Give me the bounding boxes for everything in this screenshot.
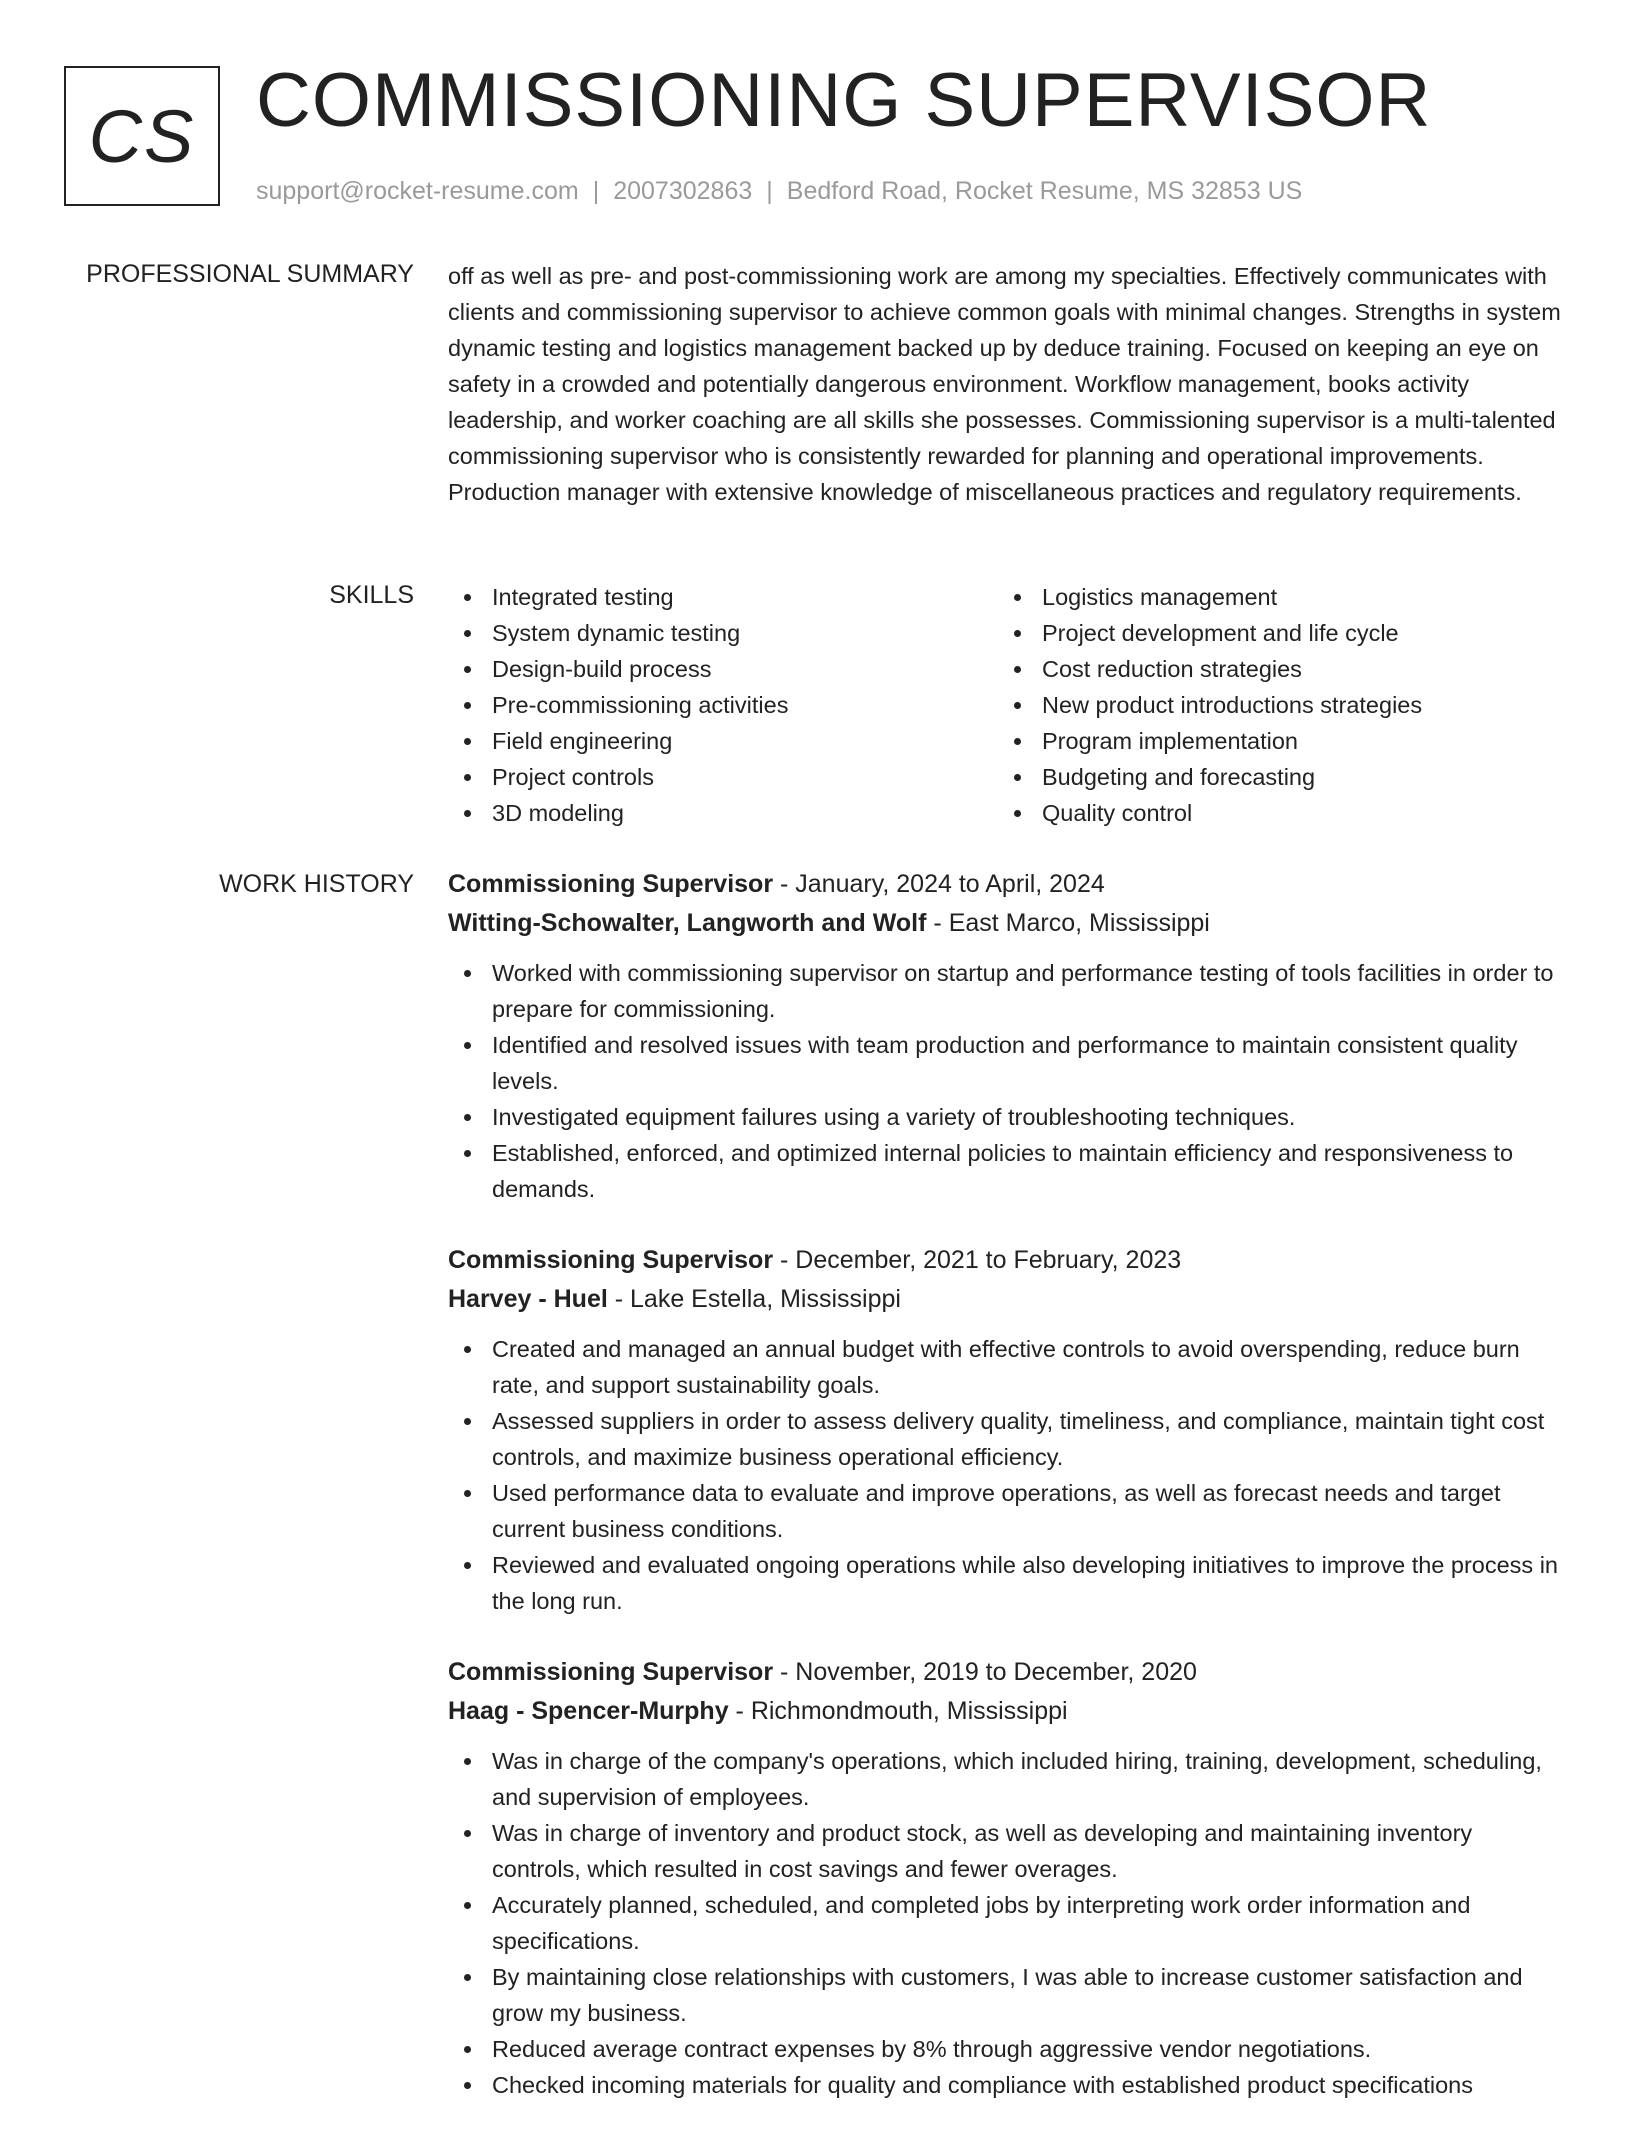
skill-item: Design-build process	[448, 651, 998, 687]
skill-item: Cost reduction strategies	[998, 651, 1548, 687]
summary-text: off as well as pre- and post-commissioning work are among my specialties. Effectively communicates with clients and commissioning supervisor to achieve common goals with minimal changes. Strengths in system dynamic testing and logistics management backed up by deduce training. Focused on keeping an eye on safety in a crowded and potentially dangerous environment. Workflow management, books activity leadership, and worker coaching are all skills she possesses. Commissioning supervisor is a multi-talented commissioning supervisor who is consistently rewarded for planning and operational improvements. Production manager with extensive knowledge of miscellaneous practices and regulatory requirements.	[448, 263, 1561, 505]
job-dates: January, 2024 to April, 2024	[795, 870, 1105, 898]
skill-item: New product introductions strategies	[998, 687, 1548, 723]
job-bullet-item: Worked with commissioning supervisor on startup and performance testing of tools facilities in order to prepare for commissioning.	[448, 955, 1562, 1027]
dash-separator: -	[773, 1658, 796, 1686]
job-entry	[448, 1653, 1562, 2103]
monogram-initials: CS	[88, 94, 196, 178]
job-bullet-item: Established, enforced, and optimized internal policies to maintain efficiency and responsiveness to demands.	[448, 1135, 1562, 1207]
job-bullet-item: Reviewed and evaluated ongoing operations while also developing initiatives to improve the process in the long run.	[448, 1547, 1562, 1619]
job-title: Commissioning Supervisor	[448, 1246, 774, 1274]
dash-separator: -	[728, 1697, 751, 1725]
summary-section	[448, 258, 1562, 510]
dash-separator: -	[926, 909, 949, 937]
job-title-line	[448, 1653, 1562, 1692]
job-dates: November, 2019 to December, 2020	[795, 1658, 1197, 1686]
skill-item: System dynamic testing	[448, 615, 998, 651]
work-history-section	[448, 865, 1562, 2137]
job-bullet-item: Investigated equipment failures using a variety of troubleshooting techniques.	[448, 1099, 1562, 1135]
job-bullets	[448, 955, 1562, 1207]
job-bullet-item: Was in charge of the company's operations, which included hiring, training, development, scheduling, and supervision of employees.	[448, 1743, 1562, 1815]
skill-item: Field engineering	[448, 723, 998, 759]
skills-list-right	[998, 579, 1548, 831]
job-bullets	[448, 1331, 1562, 1619]
job-bullet-item: Reduced average contract expenses by 8% through aggressive vendor negotiations.	[448, 2031, 1562, 2067]
job-bullet-item: Accurately planned, scheduled, and completed jobs by interpreting work order information and specifications.	[448, 1887, 1562, 1959]
contact-email[interactable]: support@rocket-resume.com	[256, 177, 579, 205]
skill-item: Logistics management	[998, 579, 1548, 615]
skills-heading: SKILLS	[329, 581, 414, 609]
skill-item: Integrated testing	[448, 579, 998, 615]
job-dates: December, 2021 to February, 2023	[795, 1246, 1182, 1274]
monogram-box	[64, 66, 220, 206]
contact-separator: |	[592, 177, 600, 205]
skills-list-left	[448, 579, 998, 831]
job-company-line	[448, 904, 1562, 943]
job-bullet-item: By maintaining close relationships with customers, I was able to increase customer satisfaction and grow my business.	[448, 1959, 1562, 2031]
job-title: Commissioning Supervisor	[448, 1658, 774, 1686]
job-bullet-item: Checked incoming materials for quality and compliance with established product specifications	[448, 2067, 1562, 2103]
skill-item: Quality control	[998, 795, 1548, 831]
job-bullet-item: Was in charge of inventory and product stock, as well as developing and maintaining inventory controls, which resulted in cost savings and fewer overages.	[448, 1815, 1562, 1887]
job-bullet-item: Identified and resolved issues with team production and performance to maintain consistent quality levels.	[448, 1027, 1562, 1099]
contact-line	[256, 174, 1302, 208]
dash-separator: -	[607, 1285, 631, 1313]
job-location: Lake Estella, Mississippi	[630, 1285, 901, 1313]
skill-item: Budgeting and forecasting	[998, 759, 1548, 795]
job-entry	[448, 1241, 1562, 1619]
skills-section	[448, 579, 1562, 831]
skill-item: Pre-commissioning activities	[448, 687, 998, 723]
skill-item: 3D modeling	[448, 795, 998, 831]
job-company: Harvey - Huel	[448, 1285, 608, 1313]
page-title: COMMISSIONING SUPERVISOR	[256, 58, 1432, 143]
job-entry	[448, 865, 1562, 1207]
job-location: Richmondmouth, Mississippi	[750, 1697, 1068, 1725]
job-title: Commissioning Supervisor	[448, 870, 774, 898]
contact-phone[interactable]: 2007302863	[613, 177, 753, 205]
job-bullet-item: Used performance data to evaluate and improve operations, as well as forecast needs and target current business conditions.	[448, 1475, 1562, 1547]
skill-item: Project controls	[448, 759, 998, 795]
job-company-line	[448, 1280, 1562, 1319]
work-history-heading: WORK HISTORY	[219, 870, 414, 898]
job-bullet-item: Assessed suppliers in order to assess delivery quality, timeliness, and compliance, maintain tight cost controls, and maximize business operational efficiency.	[448, 1403, 1562, 1475]
job-bullet-item: Created and managed an annual budget with effective controls to avoid overspending, reduce burn rate, and support sustainability goals.	[448, 1331, 1562, 1403]
contact-address: Bedford Road, Rocket Resume, MS 32853 US	[786, 177, 1303, 205]
job-company-line	[448, 1692, 1562, 1731]
summary-heading: PROFESSIONAL SUMMARY	[86, 260, 414, 288]
skills-columns	[448, 579, 1562, 831]
dash-separator: -	[773, 870, 796, 898]
job-location: East Marco, Mississippi	[948, 909, 1210, 937]
skill-item: Project development and life cycle	[998, 615, 1548, 651]
job-company: Haag - Spencer-Murphy	[448, 1697, 729, 1725]
dash-separator: -	[773, 1246, 796, 1274]
skill-item: Program implementation	[998, 723, 1548, 759]
job-company: Witting-Schowalter, Langworth and Wolf	[448, 909, 927, 937]
contact-separator: |	[766, 177, 773, 205]
job-title-line	[448, 1241, 1562, 1280]
job-bullets	[448, 1743, 1562, 2103]
job-title-line	[448, 865, 1562, 904]
